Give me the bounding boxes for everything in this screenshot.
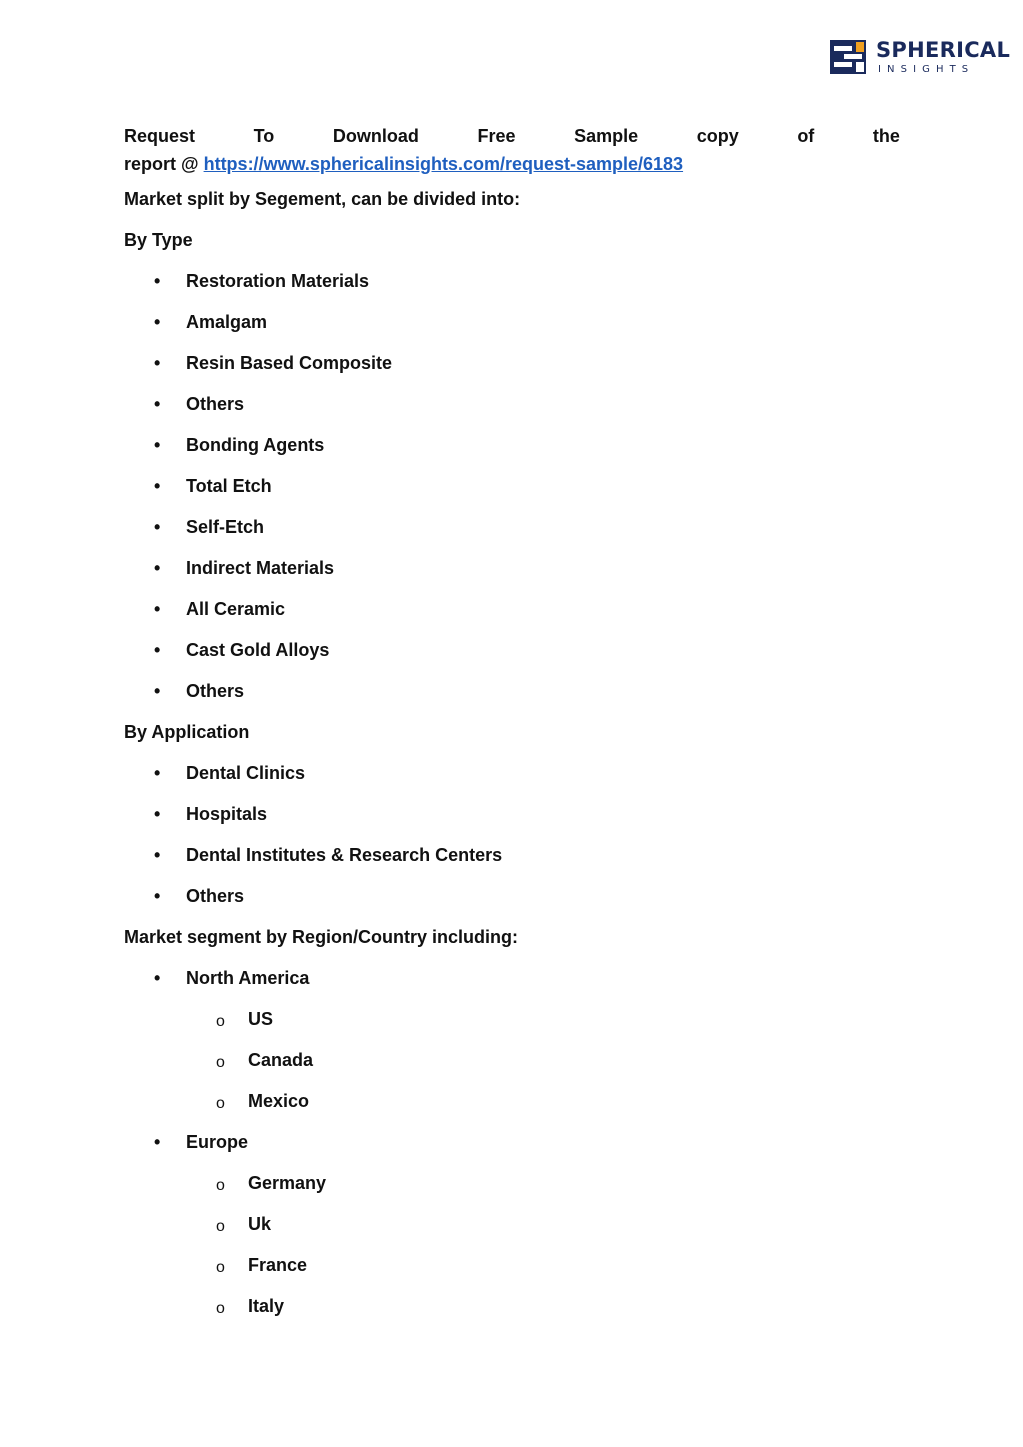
country-label: Germany xyxy=(248,1173,327,1193)
request-sample-line xyxy=(124,125,900,151)
bullet-icon: • xyxy=(154,599,161,619)
bullet-icon: • xyxy=(154,394,161,414)
segment-heading: Market split by Segement, can be divided into: xyxy=(124,189,521,209)
circle-bullet-icon: o xyxy=(216,1054,225,1071)
bullet-icon: • xyxy=(154,517,161,537)
bullet-icon: • xyxy=(154,353,161,373)
bullet-icon: • xyxy=(154,845,161,865)
list-item xyxy=(124,630,900,671)
circle-bullet-icon: o xyxy=(216,1218,225,1235)
country-item xyxy=(124,1245,900,1286)
country-item xyxy=(124,1081,900,1122)
list-item-label: Dental Clinics xyxy=(186,763,306,783)
request-word: Download xyxy=(332,126,419,146)
list-item-label: Hospitals xyxy=(186,804,268,824)
region-heading: Market segment by Region/Country including: xyxy=(124,927,519,947)
bullet-icon: • xyxy=(154,804,161,824)
country-label: Italy xyxy=(248,1296,285,1316)
request-word: the xyxy=(872,126,900,146)
request-sample-link[interactable]: https://www.sphericalinsights.com/request-sample/6183 xyxy=(203,154,684,174)
list-item-label: Others xyxy=(186,394,245,414)
list-item xyxy=(124,507,900,548)
bullet-icon: • xyxy=(154,763,161,783)
list-item-label: All Ceramic xyxy=(186,599,286,619)
country-item xyxy=(124,1204,900,1245)
region-item xyxy=(124,1122,900,1163)
report-link-line xyxy=(124,151,900,177)
list-item-label: Dental Institutes & Research Centers xyxy=(186,845,503,865)
list-item xyxy=(124,261,900,302)
region-label: North America xyxy=(186,968,310,988)
list-item-label: Others xyxy=(186,681,245,701)
bullet-icon: • xyxy=(154,476,161,496)
list-item xyxy=(124,835,900,876)
circle-bullet-icon: o xyxy=(216,1300,225,1317)
bullet-icon: • xyxy=(154,886,161,906)
country-item xyxy=(124,999,900,1040)
country-item xyxy=(124,1040,900,1081)
list-item xyxy=(124,548,900,589)
by-application-heading: By Application xyxy=(124,722,250,742)
request-word: Free xyxy=(477,126,516,146)
bullet-icon: • xyxy=(154,558,161,578)
bullet-icon: • xyxy=(154,968,161,988)
list-item-label: Restoration Materials xyxy=(186,271,370,291)
report-prefix: report @ xyxy=(124,154,199,174)
document-body xyxy=(124,125,900,1327)
circle-bullet-icon: o xyxy=(216,1259,225,1276)
region-item xyxy=(124,958,900,999)
bullet-icon: • xyxy=(154,1132,161,1152)
list-item-label: Self-Etch xyxy=(186,517,265,537)
list-item-label: Bonding Agents xyxy=(186,435,325,455)
list-item xyxy=(124,425,900,466)
bullet-icon: • xyxy=(154,435,161,455)
country-label: Uk xyxy=(248,1214,272,1234)
list-item xyxy=(124,302,900,343)
country-label: US xyxy=(248,1009,274,1029)
country-label: Canada xyxy=(248,1050,314,1070)
by-type-heading: By Type xyxy=(124,230,193,250)
bullet-icon: • xyxy=(154,640,161,660)
request-word: To xyxy=(253,126,275,146)
circle-bullet-icon: o xyxy=(216,1095,225,1112)
country-label: France xyxy=(248,1255,308,1275)
request-word: Request xyxy=(124,126,196,146)
country-label: Mexico xyxy=(248,1091,310,1111)
list-item-label: Total Etch xyxy=(186,476,272,496)
request-word: copy xyxy=(696,126,739,146)
circle-bullet-icon: o xyxy=(216,1013,225,1030)
circle-bullet-icon: o xyxy=(216,1177,225,1194)
bullet-icon: • xyxy=(154,312,161,332)
request-word: of xyxy=(797,126,815,146)
country-item xyxy=(124,1286,900,1327)
list-item xyxy=(124,466,900,507)
bullet-icon: • xyxy=(154,681,161,701)
logo-brand-name: SPHERICAL xyxy=(876,38,1011,62)
logo-tagline: INSIGHTS xyxy=(878,64,975,75)
list-item-label: Others xyxy=(186,886,245,906)
list-item xyxy=(124,876,900,917)
list-item xyxy=(124,343,900,384)
list-item xyxy=(124,384,900,425)
spherical-insights-logo xyxy=(830,38,1011,76)
list-item xyxy=(124,753,900,794)
region-label: Europe xyxy=(186,1132,249,1152)
spherical-logo-mark-icon xyxy=(830,40,866,74)
list-item-label: Indirect Materials xyxy=(186,558,335,578)
list-item-label: Resin Based Composite xyxy=(186,353,393,373)
list-item xyxy=(124,589,900,630)
request-word: Sample xyxy=(574,126,639,146)
list-item xyxy=(124,794,900,835)
list-item-label: Cast Gold Alloys xyxy=(186,640,330,660)
list-item-label: Amalgam xyxy=(186,312,268,332)
list-item xyxy=(124,671,900,712)
bullet-icon: • xyxy=(154,271,161,291)
country-item xyxy=(124,1163,900,1204)
